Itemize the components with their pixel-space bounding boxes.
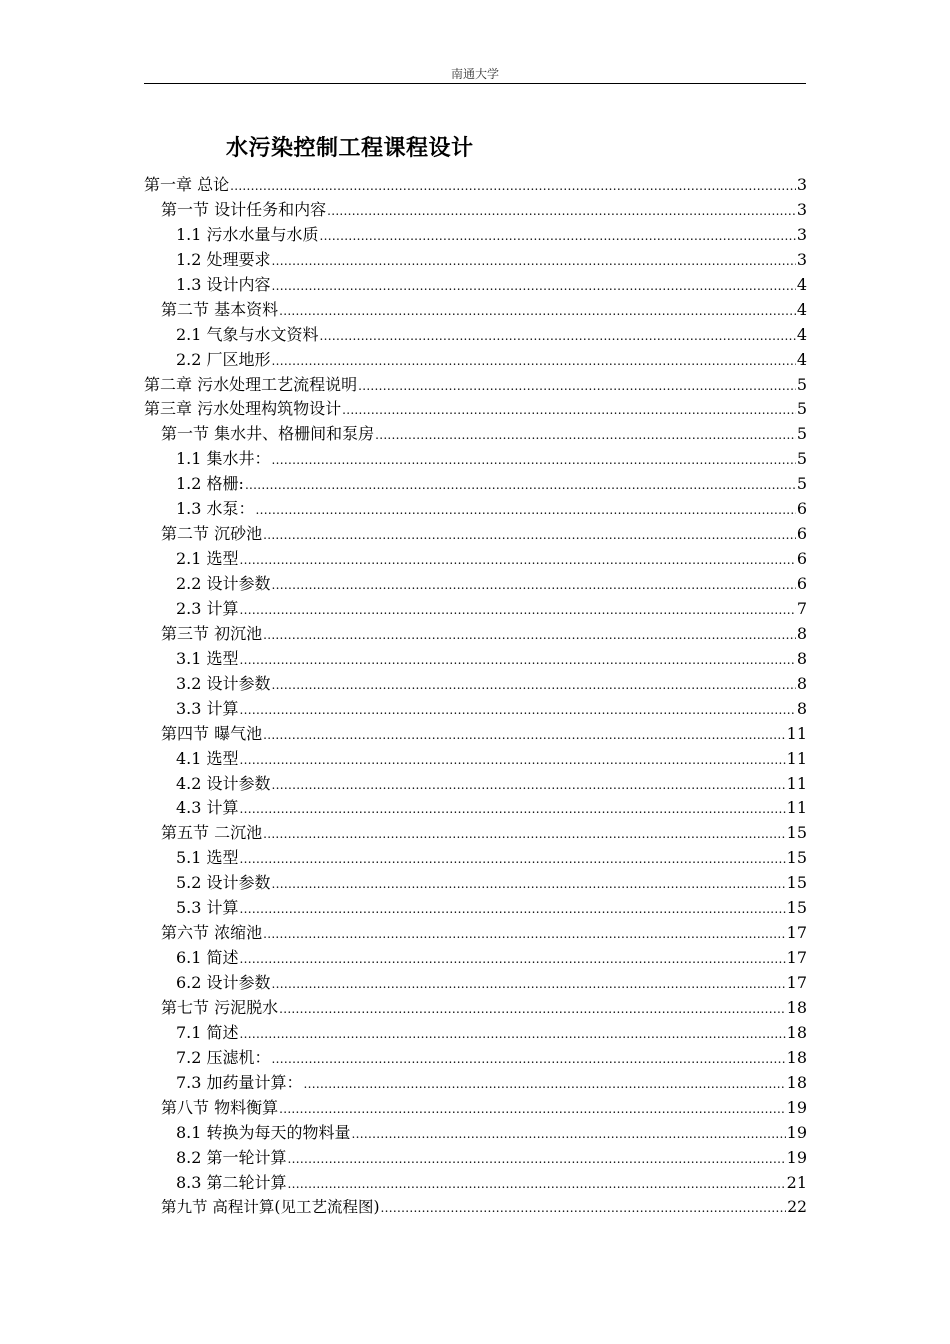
- toc-dot-leader: [279, 997, 786, 1022]
- toc-dot-leader: [240, 548, 796, 573]
- toc-entry[interactable]: [144, 298, 807, 323]
- toc-dot-leader: [230, 174, 796, 199]
- toc-entry-page-number: 8: [796, 673, 807, 693]
- toc-entry-page-number: 8: [796, 623, 807, 643]
- toc-entry-label: 3.1 选型: [176, 648, 239, 668]
- toc-dot-leader: [240, 698, 796, 723]
- toc-entry-page-number: 18: [786, 997, 807, 1017]
- toc-entry[interactable]: [144, 447, 807, 472]
- toc-entry[interactable]: [144, 772, 807, 797]
- toc-entry-label: 8.1 转换为每天的物料量: [176, 1122, 351, 1142]
- toc-entry-page-number: 3: [796, 175, 807, 194]
- toc-entry-label: 5.1 选型: [176, 848, 239, 868]
- toc-entry-label: 第二节 基本资料: [161, 299, 279, 319]
- toc-entry-label: 第二章 污水处理工艺流程说明: [144, 374, 358, 394]
- toc-dot-leader: [240, 797, 786, 822]
- toc-entry[interactable]: [144, 522, 807, 547]
- toc-entry-label: 5.2 设计参数: [176, 873, 271, 893]
- running-header: 南通大学: [450, 67, 499, 81]
- toc-entry[interactable]: [144, 921, 807, 946]
- toc-entry-label: 1.1 污水水量与水质: [176, 224, 319, 244]
- toc-entry-label: 4.1 选型: [176, 748, 239, 768]
- toc-entry-label: 第一章 总论: [144, 175, 230, 194]
- toc-entry[interactable]: [144, 173, 807, 198]
- toc-dot-leader: [272, 349, 796, 374]
- toc-entry[interactable]: [144, 348, 807, 373]
- toc-entry-label: 第一节 设计任务和内容: [161, 199, 327, 219]
- toc-entry-label: 6.1 简述: [176, 948, 239, 968]
- toc-dot-leader: [272, 872, 786, 897]
- toc-entry-page-number: 6: [796, 524, 807, 544]
- toc-entry-page-number: 18: [786, 1047, 807, 1067]
- toc-entry-label: 3.2 设计参数: [176, 673, 271, 693]
- toc-entry-label: 第九节 高程计算(见工艺流程图): [161, 1198, 380, 1217]
- toc-entry[interactable]: [144, 248, 807, 273]
- toc-dot-leader: [272, 448, 796, 473]
- toc-entry-page-number: 5: [796, 399, 807, 419]
- toc-entry-page-number: 17: [786, 973, 807, 992]
- toc-entry[interactable]: [144, 323, 807, 348]
- toc-entry[interactable]: [144, 747, 807, 772]
- toc-entry-label: 3.3 计算: [176, 698, 239, 718]
- toc-dot-leader: [381, 1196, 787, 1221]
- toc-dot-leader: [288, 1172, 786, 1197]
- toc-dot-leader: [263, 623, 796, 648]
- toc-entry[interactable]: [144, 821, 807, 846]
- toc-dot-leader: [245, 473, 796, 498]
- toc-entry-page-number: 6: [796, 549, 807, 569]
- toc-entry-page-number: 8: [796, 698, 807, 718]
- toc-dot-leader: [358, 374, 796, 399]
- toc-entry-label: 第二节 沉砂池: [161, 524, 263, 544]
- toc-entry[interactable]: [144, 198, 807, 223]
- toc-entry-label: 4.3 计算: [176, 798, 239, 818]
- toc-dot-leader: [375, 423, 796, 448]
- toc-entry-page-number: 6: [796, 499, 807, 519]
- toc-entry-label: 4.2 设计参数: [176, 773, 271, 793]
- toc-entry-page-number: 21: [786, 1172, 807, 1192]
- toc-entry-page-number: 5: [796, 474, 807, 494]
- toc-entry[interactable]: [144, 647, 807, 672]
- toc-entry-label: 1.3 水泵：: [176, 499, 255, 519]
- toc-entry[interactable]: [144, 697, 807, 722]
- toc-dot-leader: [256, 498, 796, 523]
- toc-entry-page-number: 3: [796, 224, 807, 244]
- toc-dot-leader: [272, 673, 796, 698]
- toc-entry[interactable]: [144, 223, 807, 248]
- toc-entry-page-number: 15: [786, 823, 807, 843]
- toc-entry[interactable]: [144, 622, 807, 647]
- toc-entry-page-number: 4: [796, 299, 807, 319]
- toc-entry-label: 第六节 浓缩池: [161, 923, 263, 943]
- toc-dot-leader: [352, 1122, 786, 1147]
- toc-entry[interactable]: [144, 1046, 807, 1071]
- toc-dot-leader: [272, 773, 786, 798]
- toc-entry-page-number: 19: [786, 1097, 807, 1117]
- toc-entry-page-number: 11: [786, 748, 807, 768]
- toc-entry-label: 2.1 气象与水文资料: [176, 324, 319, 344]
- toc-entry-label: 5.3 计算: [176, 898, 239, 918]
- toc-entry[interactable]: [144, 971, 807, 996]
- toc-entry[interactable]: [144, 846, 807, 871]
- toc-entry-page-number: 5: [796, 424, 807, 444]
- toc-entry[interactable]: [144, 1171, 807, 1196]
- toc-entry-label: 第七节 污泥脱水: [161, 997, 279, 1017]
- toc-entry[interactable]: [144, 497, 807, 522]
- toc-entry-page-number: 5: [796, 449, 807, 469]
- toc-entry[interactable]: [144, 946, 807, 971]
- toc-entry-page-number: 4: [796, 324, 807, 344]
- toc-dot-leader: [327, 199, 796, 224]
- toc-entry-label: 第五节 二沉池: [161, 823, 263, 843]
- toc-entry-label: 1.1 集水井：: [176, 449, 271, 469]
- toc-entry-page-number: 4: [796, 274, 807, 294]
- toc-entry[interactable]: [144, 397, 807, 422]
- toc-entry[interactable]: [144, 896, 807, 921]
- toc-entry-label: 2.1 选型: [176, 549, 239, 569]
- toc-dot-leader: [263, 523, 796, 548]
- toc-entry-page-number: 15: [786, 873, 807, 893]
- toc-entry[interactable]: [144, 547, 807, 572]
- toc-entry-label: 7.1 简述: [176, 1022, 239, 1042]
- toc-entry[interactable]: [144, 572, 807, 597]
- toc-entry-page-number: 3: [796, 199, 807, 219]
- toc-entry-page-number: 4: [796, 349, 807, 369]
- toc-entry[interactable]: [144, 871, 807, 896]
- header-rule: [144, 83, 806, 84]
- toc-entry-label: 第八节 物料衡算: [161, 1097, 279, 1117]
- toc-dot-leader: [320, 224, 796, 249]
- toc-entry[interactable]: [144, 373, 807, 398]
- toc-entry[interactable]: [144, 1195, 807, 1220]
- toc-entry-label: 1.3 设计内容: [176, 274, 271, 294]
- toc-entry-label: 6.2 设计参数: [176, 973, 271, 992]
- toc-entry[interactable]: [144, 1121, 807, 1146]
- toc-dot-leader: [342, 398, 796, 423]
- toc-entry[interactable]: [144, 597, 807, 622]
- toc-dot-leader: [240, 947, 786, 972]
- toc-entry-page-number: 18: [786, 1072, 807, 1092]
- toc-entry[interactable]: [144, 1021, 807, 1046]
- toc-entry-page-number: 22: [787, 1198, 807, 1217]
- toc-entry-page-number: 7: [796, 598, 807, 618]
- toc-entry-page-number: 8: [796, 648, 807, 668]
- toc-entry[interactable]: [144, 722, 807, 747]
- toc-entry-page-number: 11: [786, 723, 807, 743]
- toc-entry[interactable]: [144, 472, 807, 497]
- toc-entry[interactable]: [144, 1071, 807, 1096]
- toc-entry-page-number: 18: [786, 1022, 807, 1042]
- toc-entry[interactable]: [144, 996, 807, 1021]
- toc-entry-page-number: 11: [786, 773, 807, 793]
- toc-dot-leader: [288, 1147, 786, 1172]
- toc-entry-label: 8.3 第二轮计算: [176, 1172, 287, 1192]
- toc-entry-label: 8.2 第一轮计算: [176, 1147, 287, 1167]
- toc-dot-leader: [272, 1047, 786, 1072]
- toc-entry-page-number: 6: [796, 574, 807, 593]
- toc-entry-page-number: 11: [786, 798, 807, 818]
- toc-entry-label: 7.2 压滤机：: [176, 1047, 271, 1067]
- toc-entry[interactable]: [144, 796, 807, 821]
- toc-dot-leader: [272, 249, 796, 274]
- toc-entry-label: 2.3 计算: [176, 598, 239, 618]
- toc-entry[interactable]: [144, 672, 807, 697]
- toc-entry-page-number: 17: [786, 923, 807, 943]
- toc-dot-leader: [240, 748, 786, 773]
- toc-dot-leader: [279, 299, 796, 324]
- toc-entry-label: 第四节 曝气池: [161, 723, 263, 743]
- toc-dot-leader: [272, 573, 796, 598]
- toc-dot-leader: [320, 324, 796, 349]
- toc-entry[interactable]: [144, 1146, 807, 1171]
- toc-entry-label: 第三节 初沉池: [161, 623, 263, 643]
- toc-entry-page-number: 15: [786, 898, 807, 918]
- toc-entry-page-number: 5: [796, 374, 807, 394]
- toc-dot-leader: [263, 723, 786, 748]
- table-of-contents: [144, 173, 807, 1220]
- toc-entry-label: 1.2 处理要求: [176, 249, 271, 269]
- toc-entry-label: 第三章 污水处理构筑物设计: [144, 399, 342, 419]
- toc-dot-leader: [263, 822, 786, 847]
- toc-dot-leader: [263, 922, 786, 947]
- toc-dot-leader: [279, 1097, 786, 1122]
- toc-entry-label: 7.3 加药量计算：: [176, 1072, 303, 1092]
- toc-entry[interactable]: [144, 1096, 807, 1121]
- toc-dot-leader: [240, 598, 796, 623]
- toc-entry-page-number: 17: [786, 948, 807, 968]
- toc-entry-page-number: 19: [786, 1147, 807, 1167]
- toc-dot-leader: [240, 897, 786, 922]
- toc-entry-page-number: 19: [786, 1122, 807, 1142]
- toc-dot-leader: [304, 1072, 786, 1097]
- toc-entry-label: 1.2 格栅:: [176, 474, 244, 494]
- toc-dot-leader: [240, 1022, 786, 1047]
- toc-entry-page-number: 3: [796, 249, 807, 269]
- toc-dot-leader: [240, 847, 786, 872]
- toc-entry-label: 2.2 设计参数: [176, 574, 271, 593]
- toc-entry-label: 第一节 集水井、格栅间和泵房: [161, 424, 375, 444]
- toc-entry-label: 2.2 厂区地形: [176, 349, 271, 369]
- toc-dot-leader: [272, 972, 786, 997]
- toc-entry[interactable]: [144, 273, 807, 298]
- toc-entry-page-number: 15: [786, 848, 807, 868]
- document-title: 水污染控制工程课程设计: [226, 136, 474, 161]
- toc-entry[interactable]: [144, 422, 807, 447]
- toc-dot-leader: [240, 648, 796, 673]
- toc-dot-leader: [272, 274, 796, 299]
